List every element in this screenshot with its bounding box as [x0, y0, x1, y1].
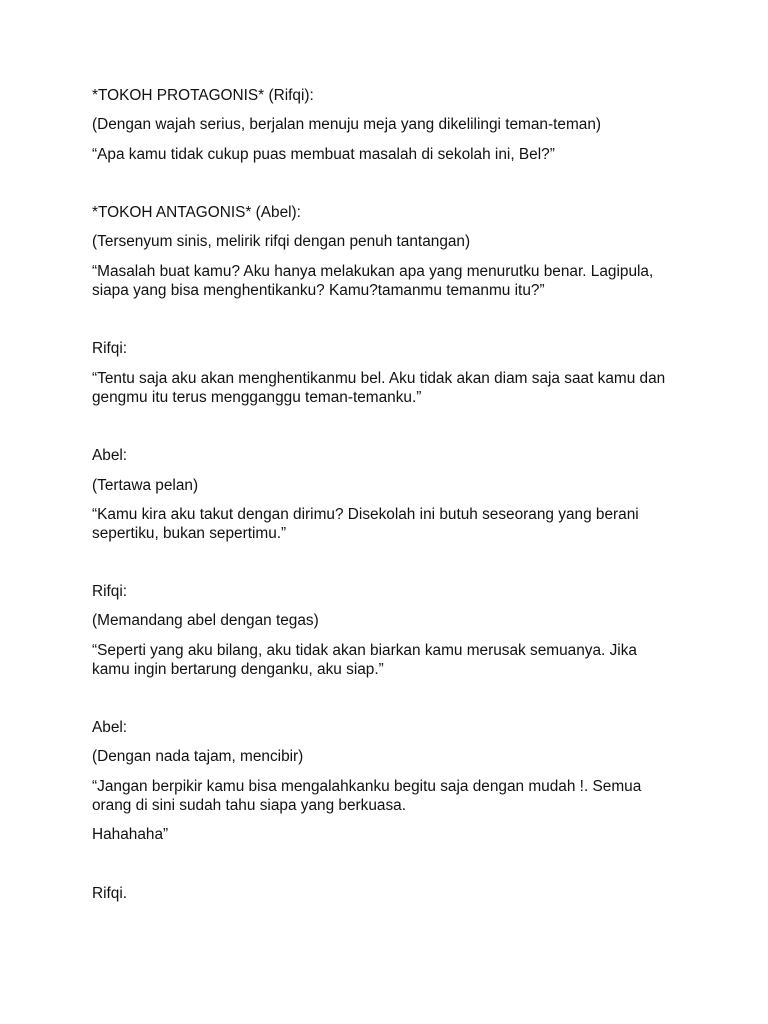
speaker-label: Rifqi. — [92, 885, 128, 902]
speaker-label: Rifqi: — [92, 583, 128, 600]
dialogue-line: Hahahaha” — [92, 826, 169, 843]
dialogue-line: “Tentu saja aku akan menghentikanmu bel. Aku tidak akan diam saja saat kamu dan — [92, 370, 666, 387]
stage-direction: (Dengan wajah serius, berjalan menuju meja yang dikelilingi teman-teman) — [92, 116, 602, 133]
speaker-label: Abel: — [92, 447, 128, 464]
speaker-protagonist-heading: *TOKOH PROTAGONIS* (Rifqi): — [92, 87, 314, 104]
dialogue-line: “Seperti yang aku bilang, aku tidak akan biarkan kamu merusak semuanya. Jika — [92, 642, 637, 659]
speaker-label: Abel: — [92, 719, 128, 736]
dialogue-line: “Apa kamu tidak cukup puas membuat masalah di sekolah ini, Bel?” — [92, 146, 555, 163]
dialogue-line: gengmu itu terus mengganggu teman-temanku.” — [92, 389, 422, 406]
dialogue-line: “Jangan berpikir kamu bisa mengalahkanku begitu saja dengan mudah !. Semua — [92, 778, 642, 795]
stage-direction: (Tersenyum sinis, melirik rifqi dengan penuh tantangan) — [92, 233, 471, 250]
dialogue-line: sepertiku, bukan sepertimu.” — [92, 525, 287, 542]
dialogue-line: “Kamu kira aku takut dengan dirimu? Disekolah ini butuh seseorang yang berani — [92, 506, 639, 523]
dialogue-line: orang di sini sudah tahu siapa yang berkuasa. — [92, 797, 407, 814]
speaker-antagonist-heading: *TOKOH ANTAGONIS* (Abel): — [92, 204, 301, 221]
speaker-label: Rifqi: — [92, 340, 128, 357]
stage-direction: (Tertawa pelan) — [92, 477, 199, 494]
dialogue-line: kamu ingin bertarung denganku, aku siap.” — [92, 661, 384, 678]
stage-direction: (Memandang abel dengan tegas) — [92, 612, 319, 629]
dialogue-line: “Masalah buat kamu? Aku hanya melakukan apa yang menurutku benar. Lagipula, — [92, 263, 654, 280]
dialogue-line: siapa yang bisa menghentikanku? Kamu?tamanmu temanmu itu?” — [92, 282, 545, 299]
stage-direction: (Dengan nada tajam, mencibir) — [92, 748, 304, 765]
